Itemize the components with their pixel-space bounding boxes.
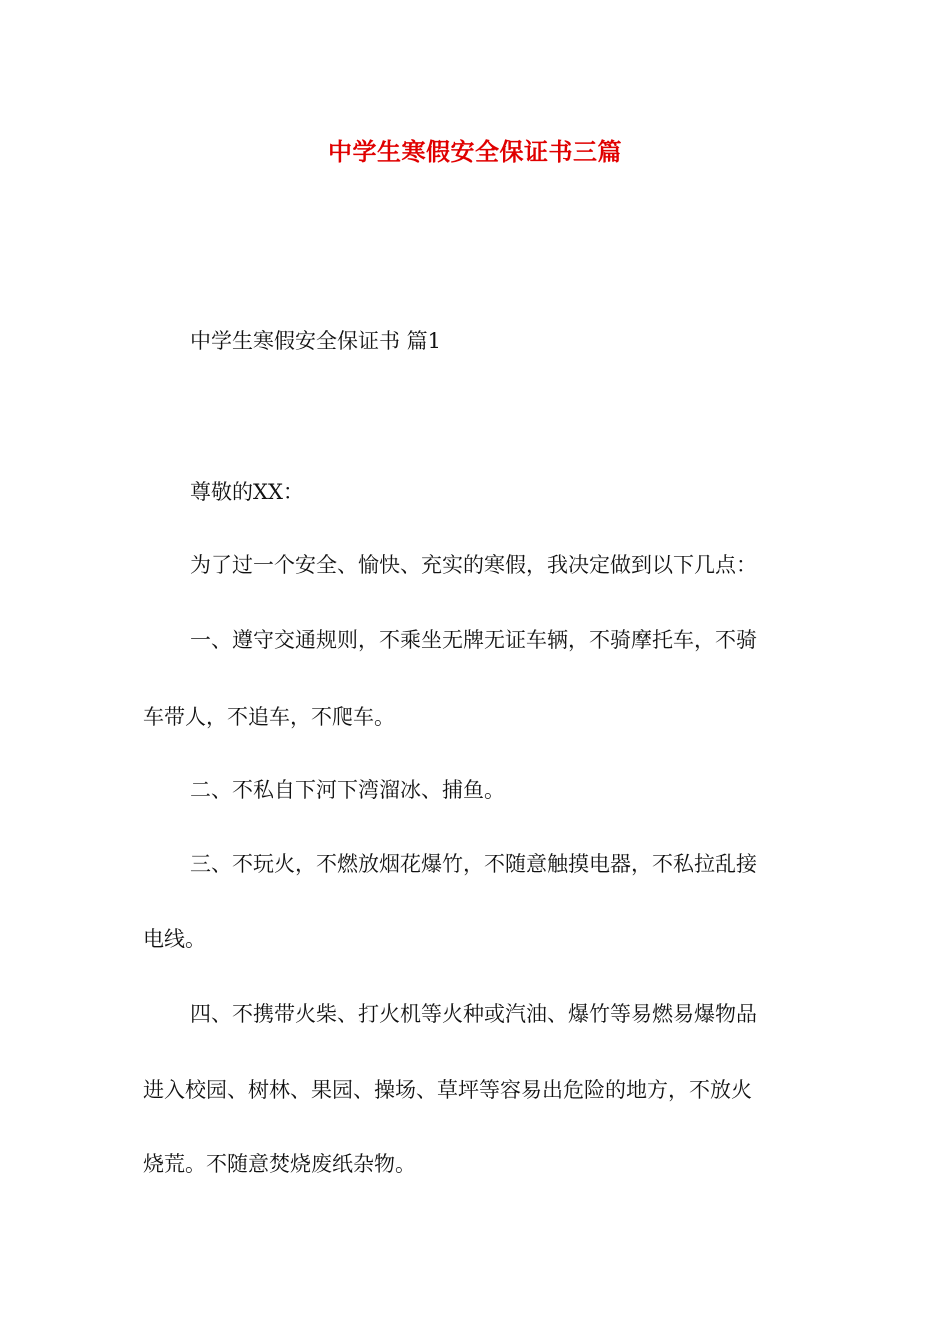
salutation: 尊敬的XX： (190, 480, 304, 504)
section-heading: 中学生寒假安全保证书 篇1 (190, 329, 442, 353)
item-1-line-1: 一、遵守交通规则，不乘坐无牌无证车辆，不骑摩托车，不骑 (190, 628, 757, 652)
item-1-line-2: 车带人，不追车，不爬车。 (143, 705, 395, 729)
item-4-line-3: 烧荒。不随意焚烧废纸杂物。 (143, 1152, 416, 1176)
item-4-line-1: 四、不携带火柴、打火机等火种或汽油、爆竹等易燃易爆物品 (190, 1002, 757, 1026)
intro-paragraph: 为了过一个安全、愉快、充实的寒假，我决定做到以下几点： (190, 553, 757, 577)
item-3-line-2: 电线。 (143, 927, 206, 951)
item-4-line-2: 进入校园、树林、果园、操场、草坪等容易出危险的地方，不放火 (143, 1078, 752, 1102)
item-3-line-1: 三、不玩火，不燃放烟花爆竹，不随意触摸电器，不私拉乱接 (190, 852, 757, 876)
item-2-line-1: 二、不私自下河下湾溜冰、捕鱼。 (190, 778, 505, 802)
document-title: 中学生寒假安全保证书三篇 (328, 137, 622, 166)
